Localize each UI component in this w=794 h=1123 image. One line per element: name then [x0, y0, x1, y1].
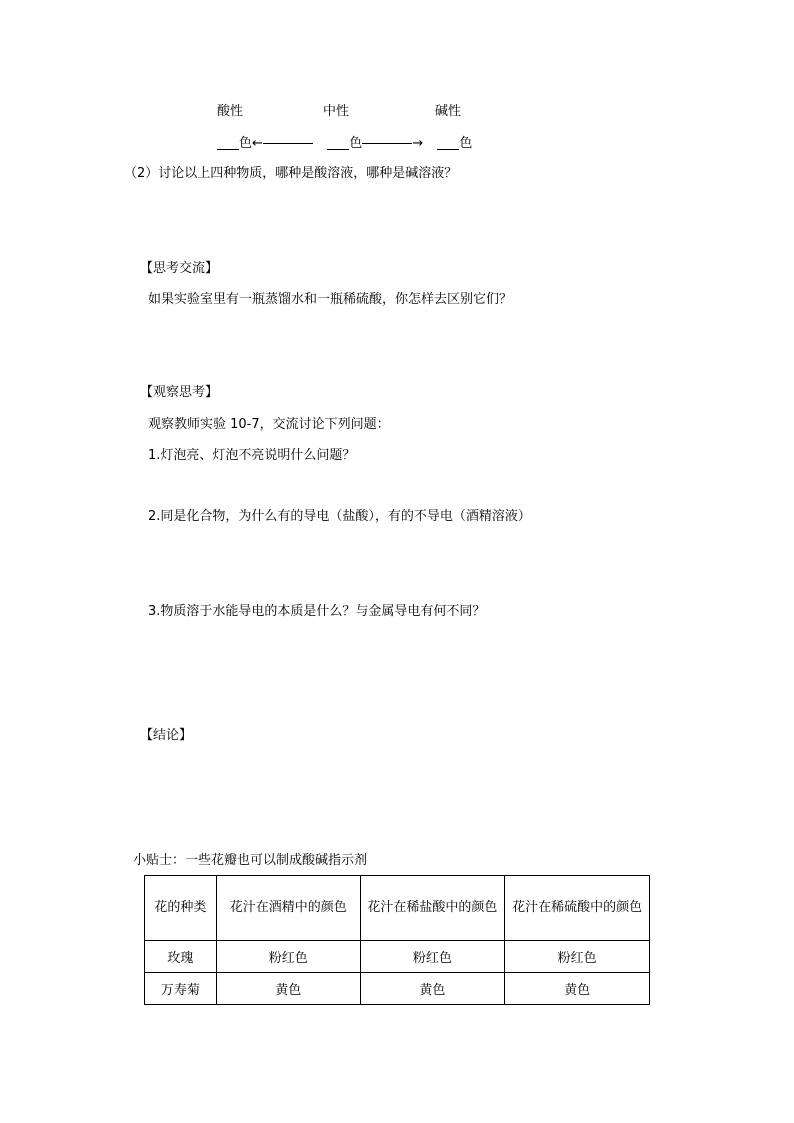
table-cell: 玫瑰	[145, 941, 217, 973]
right-arrow-shaft	[362, 143, 412, 144]
scale-neutral-label: 中性	[323, 104, 350, 119]
observe-question-2: 2.同是化合物，为什么有的导电（盐酸），有的不导电（酒精溶液）	[148, 509, 531, 524]
neutral-blank	[327, 137, 349, 150]
header-cell: 花的种类	[145, 876, 217, 941]
acid-blank	[217, 137, 239, 150]
table-cell: 粉红色	[216, 941, 360, 973]
header-cell: 花汁在酒精中的颜色	[216, 876, 360, 941]
tip-title: 小贴士：一些花瓣也可以制成酸碱指示剂	[133, 853, 368, 868]
think-text: 如果实验室里有一瓶蒸馏水和一瓶稀硫酸，你怎样去区别它们？	[148, 292, 513, 307]
header-cell: 花汁在稀盐酸中的颜色	[360, 876, 505, 941]
table-header-row	[145, 876, 650, 941]
base-blank	[437, 137, 459, 150]
scale-base-label: 碱性	[435, 104, 462, 119]
indicator-table	[144, 875, 650, 1005]
table-cell: 万寿菊	[145, 973, 217, 1005]
observe-question-3: 3.物质溶于水能导电的本质是什么？与金属导电有何不同？	[148, 604, 486, 619]
table-cell: 黄色	[360, 973, 505, 1005]
base-color-suffix: 色	[459, 136, 473, 151]
right-arrow-icon: →	[412, 136, 424, 151]
neutral-color-suffix: 色	[349, 136, 363, 151]
observe-question-1: 1.灯泡亮、灯泡不亮说明什么问题？	[148, 448, 356, 463]
table-row	[145, 973, 650, 1005]
observe-heading: 【观察思考】	[140, 385, 219, 400]
left-arrow-shaft	[263, 143, 313, 144]
scale-acid-label: 酸性	[217, 104, 244, 119]
table-cell: 粉红色	[505, 941, 650, 973]
question-2: （2）讨论以上四种物质，哪种是酸溶液，哪种是碱溶液？	[124, 166, 458, 181]
table-row	[145, 941, 650, 973]
left-arrow-icon: ←	[252, 136, 263, 151]
scale-arrow-row	[217, 137, 472, 150]
conclusion-heading: 【结论】	[140, 728, 193, 743]
observe-intro: 观察教师实验 10-7，交流讨论下列问题：	[148, 417, 390, 432]
table-cell: 黄色	[216, 973, 360, 1005]
table-cell: 黄色	[505, 973, 650, 1005]
header-cell: 花汁在稀硫酸中的颜色	[505, 876, 650, 941]
acid-color-suffix: 色	[239, 136, 253, 151]
think-heading: 【思考交流】	[140, 261, 219, 276]
table-cell: 粉红色	[360, 941, 505, 973]
